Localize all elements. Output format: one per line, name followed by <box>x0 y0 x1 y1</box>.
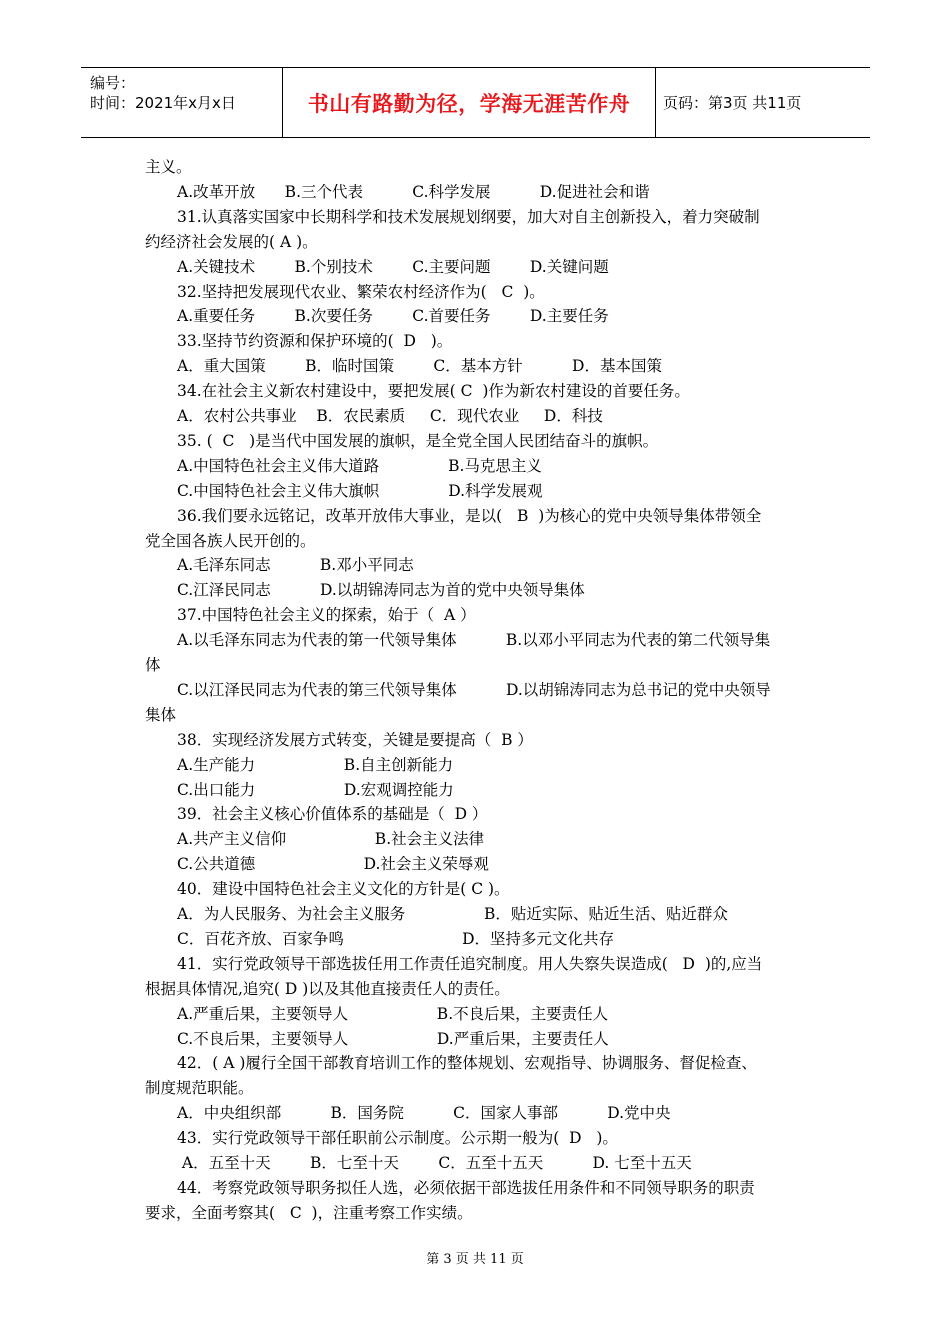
header-left-cell <box>81 68 281 137</box>
text-line: A.生产能力 B.自主创新能力 <box>177 755 454 774</box>
time-label: 时间：2021年x月x日 <box>90 94 236 112</box>
page-info: 页码：第3页 共11页 <box>663 94 802 112</box>
text-line: C.以江泽民同志为代表的第三代领导集体 D.以胡锦涛同志为总书记的党中央领导 <box>177 680 771 699</box>
text-line: C.公共道德 D.社会主义荣辱观 <box>177 855 489 874</box>
text-line: 要求，全面考察其( C )，注重考察工作实绩。 <box>145 1203 473 1222</box>
text-line: A．五至十天 B．七至十天 C．五至十五天 D. 七至十五天 <box>177 1154 692 1172</box>
text-line: 党全国各族人民开创的。 <box>145 531 316 550</box>
text-line: 制度规范职能。 <box>145 1079 254 1098</box>
text-line: 37.中国特色社会主义的探索，始于（ A ） <box>177 606 476 625</box>
text-line: 体 <box>145 656 161 674</box>
text-line: A．重大国策 B．临时国策 C．基本方针 D．基本国策 <box>177 357 662 376</box>
text-line: 集体 <box>145 705 177 724</box>
text-line: 44．考察党政领导职务拟任人选，必须依据干部选拔任用条件和不同领导职务的职责 <box>177 1178 755 1197</box>
text-line: 34.在社会主义新农村建设中，要把发展( C )作为新农村建设的首要任务。 <box>177 382 690 401</box>
text-line: 42．( A )履行全国干部教育培训工作的整体规划、宏观指导、协调服务、督促检查、 <box>177 1054 757 1073</box>
text-line: 39．社会主义核心价值体系的基础是（ D ） <box>177 805 488 824</box>
text-line: A.重要任务 B.次要任务 C.首要任务 D.主要任务 <box>177 307 609 326</box>
header-motto-cell <box>282 68 656 137</box>
text-line: C.不良后果，主要领导人 D.严重后果，主要责任人 <box>177 1029 609 1048</box>
text-line: A.严重后果，主要领导人 B.不良后果，主要责任人 <box>177 1004 609 1023</box>
text-line: A.以毛泽东同志为代表的第一代领导集体 B.以邓小平同志为代表的第二代领导集 <box>177 631 771 650</box>
text-line: 主义。 <box>145 158 192 176</box>
text-line: A.共产主义信仰 B.社会主义法律 <box>177 830 485 849</box>
header-table <box>81 67 870 138</box>
text-line: C.中国特色社会主义伟大旗帜 D.科学发展观 <box>177 481 543 500</box>
text-line: 38．实现经济发展方式转变，关键是要提高（ B ） <box>177 730 533 749</box>
motto: 书山有路勤为径，学海无涯苦作舟 <box>307 91 631 116</box>
text-line: C.出口能力 D.宏观调控能力 <box>177 780 454 799</box>
text-line: A．中央组织部 B．国务院 C．国家人事部 D.党中央 <box>177 1104 671 1123</box>
text-line: C.江泽民同志 D.以胡锦涛同志为首的党中央领导集体 <box>177 581 585 600</box>
text-line: 40．建设中国特色社会主义文化的方针是( C )。 <box>177 880 510 899</box>
text-line: 36.我们要永远铭记，改革开放伟大事业，是以( B )为核心的党中央领导集体带领全 <box>177 506 762 525</box>
text-line: 43．实行党政领导干部任职前公示制度。公示期一般为( D )。 <box>177 1129 618 1148</box>
text-line: 根据具体情况,追究( D )以及其他直接责任人的责任。 <box>145 979 510 998</box>
text-line: 33.坚持节约资源和保护环境的( D )。 <box>177 332 453 351</box>
text-line: C．百花齐放、百家争鸣 D．坚持多元文化共存 <box>177 929 615 948</box>
text-line: A.毛泽东同志 B.邓小平同志 <box>177 556 414 575</box>
code-label: 编号： <box>90 74 136 92</box>
text-line: A．为人民服务、为社会主义服务 B．贴近实际、贴近生活、贴近群众 <box>177 905 728 923</box>
text-line: A.中国特色社会主义伟大道路 B.马克思主义 <box>177 456 542 475</box>
page-footer: 第 3 页 共 11 页 <box>426 1252 524 1267</box>
text-line: 32.坚持把发展现代农业、繁荣农村经济作为( C )。 <box>177 282 545 301</box>
text-line: 约经济社会发展的( A )。 <box>145 232 318 251</box>
text-line: A．农村公共事业 B．农民素质 C．现代农业 D．科技 <box>177 407 603 425</box>
header-page-cell <box>655 68 870 137</box>
text-line: 35. ( C )是当代中国发展的旗帜，是全党全国人民团结奋斗的旗帜。 <box>177 431 659 450</box>
text-line: 31.认真落实国家中长期科学和技术发展规划纲要，加大对自主创新投入，着力突破制 <box>177 207 760 226</box>
text-line: 41．实行党政领导干部选拔任用工作责任追究制度。用人失察失误造成( D )的,应当 <box>177 954 763 973</box>
text-line: A.改革开放 B.三个代表 C.科学发展 D.促进社会和谐 <box>177 182 650 201</box>
text-line: A.关键技术 B.个别技术 C.主要问题 D.关键问题 <box>177 257 609 276</box>
